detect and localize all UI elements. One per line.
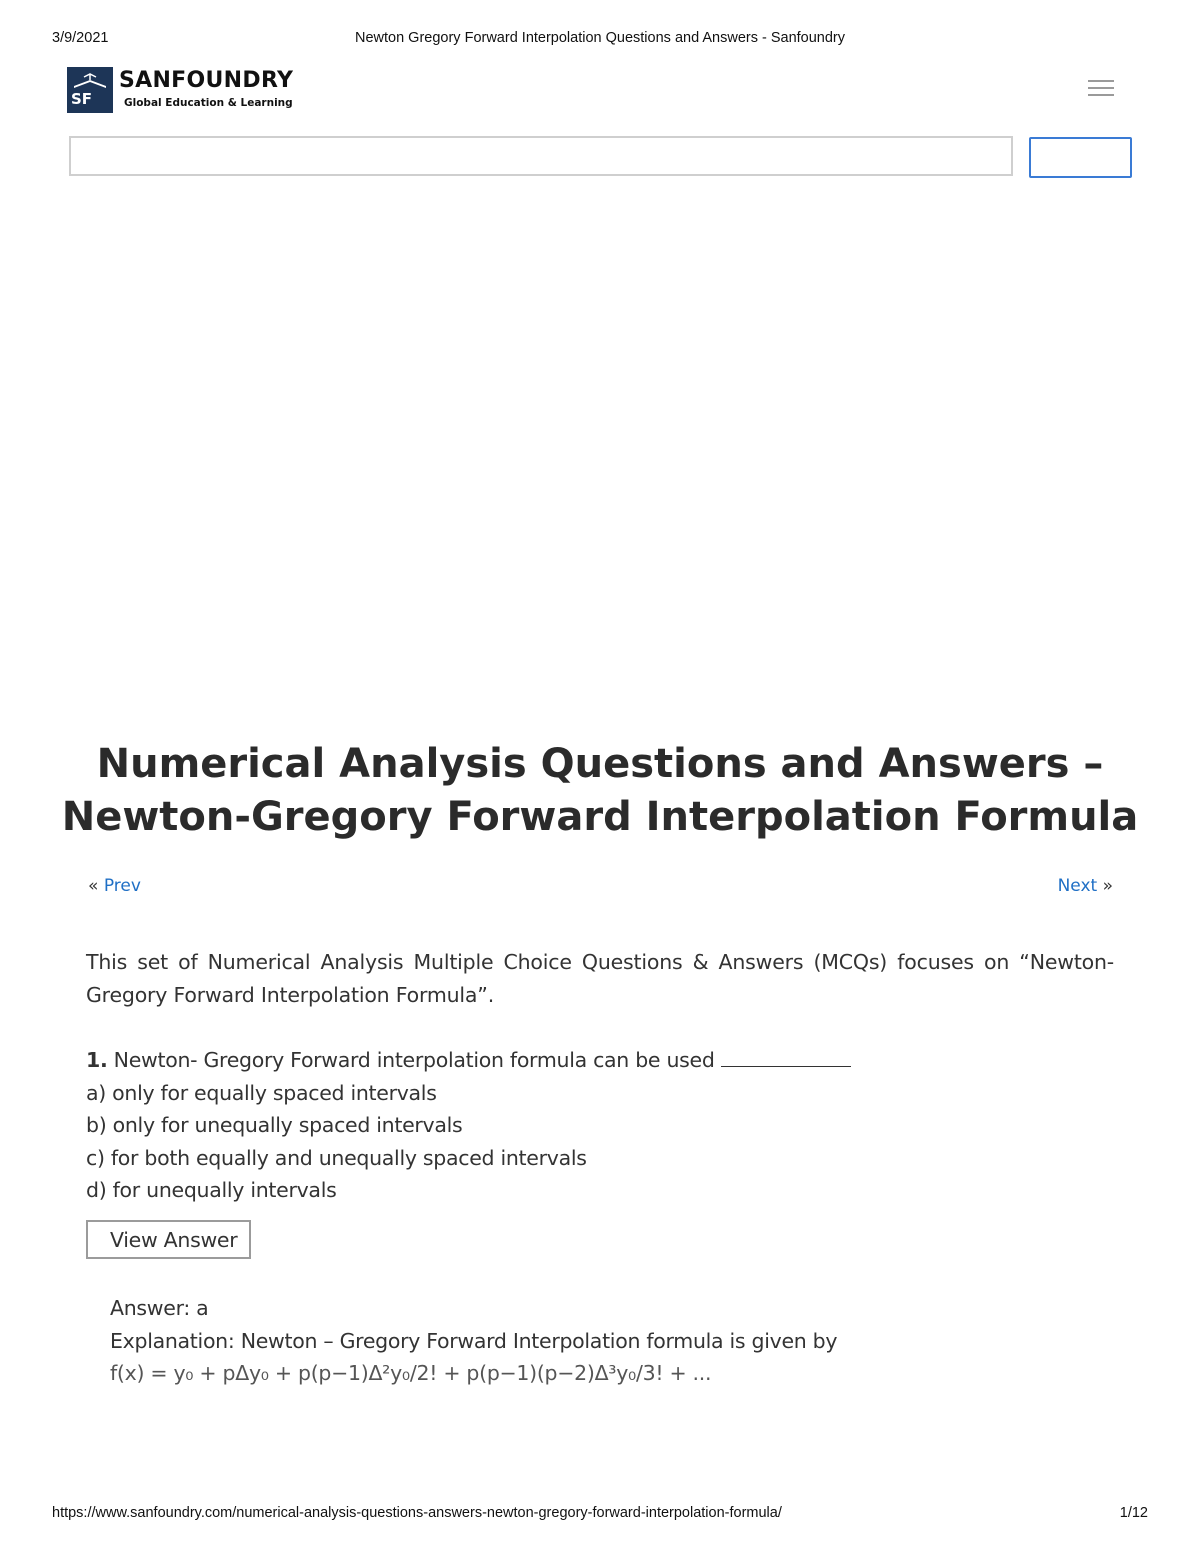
answer-box bbox=[110, 1292, 1010, 1385]
print-url: https://www.sanfoundry.com/numerical-analysis-questions-answers-newton-gregory-forward-interpolation-formula/ bbox=[52, 1505, 782, 1521]
blank-line bbox=[721, 1044, 851, 1067]
print-date: 3/9/2021 bbox=[52, 30, 109, 46]
view-answer-button[interactable]: View Answer bbox=[86, 1220, 251, 1259]
prev-label: Prev bbox=[103, 876, 141, 896]
brand-name: SANFOUNDRY bbox=[119, 68, 294, 93]
prev-link[interactable] bbox=[88, 876, 141, 896]
hamburger-menu-icon[interactable] bbox=[1088, 80, 1114, 100]
next-arrow-icon: » bbox=[1097, 876, 1113, 896]
option-a: a) only for equally spaced intervals bbox=[86, 1080, 437, 1105]
print-footer bbox=[52, 1505, 1148, 1525]
prev-arrow-icon: « bbox=[88, 876, 104, 896]
intro-paragraph: This set of Numerical Analysis Multiple Choice Questions & Answers (MCQs) focuses on “Newton-Gregory Forward Interpolation Formula”. bbox=[86, 950, 1114, 1007]
site-logo[interactable] bbox=[67, 67, 327, 115]
logo-mark-text: SF bbox=[71, 90, 93, 108]
search-button[interactable] bbox=[1029, 137, 1132, 178]
explanation-text: Explanation: Newton – Gregory Forward Interpolation formula is given by bbox=[110, 1328, 838, 1353]
article-title: Numerical Analysis Questions and Answers – Newton-Gregory Forward Interpolation Formula bbox=[61, 741, 1139, 840]
book-icon bbox=[72, 72, 108, 90]
page-number: 1/12 bbox=[1119, 1505, 1148, 1521]
question-block bbox=[86, 1044, 1114, 1207]
question-text: Newton- Gregory Forward interpolation formula can be used bbox=[113, 1048, 715, 1072]
logo-mark bbox=[67, 67, 113, 113]
next-label: Next bbox=[1057, 876, 1098, 896]
option-d: d) for unequally intervals bbox=[86, 1178, 337, 1202]
answer-text: Answer: a bbox=[110, 1296, 209, 1320]
print-header bbox=[52, 30, 1148, 50]
brand-tagline: Global Education & Learning bbox=[124, 97, 293, 109]
print-page-title: Newton Gregory Forward Interpolation Questions and Answers - Sanfoundry bbox=[354, 30, 846, 46]
next-link[interactable] bbox=[1058, 876, 1113, 896]
search-input[interactable] bbox=[69, 136, 1013, 176]
formula-partial: f(x) = y₀ + pΔy₀ + p(p−1)Δ²y₀/2! + p(p−1)(p−2)Δ³y₀/3! + ... bbox=[110, 1361, 712, 1385]
option-b: b) only for unequally spaced intervals bbox=[86, 1113, 463, 1137]
option-c: c) for both equally and unequally spaced intervals bbox=[86, 1145, 587, 1170]
question-stem bbox=[86, 1044, 1114, 1077]
question-number: 1. bbox=[86, 1048, 108, 1072]
